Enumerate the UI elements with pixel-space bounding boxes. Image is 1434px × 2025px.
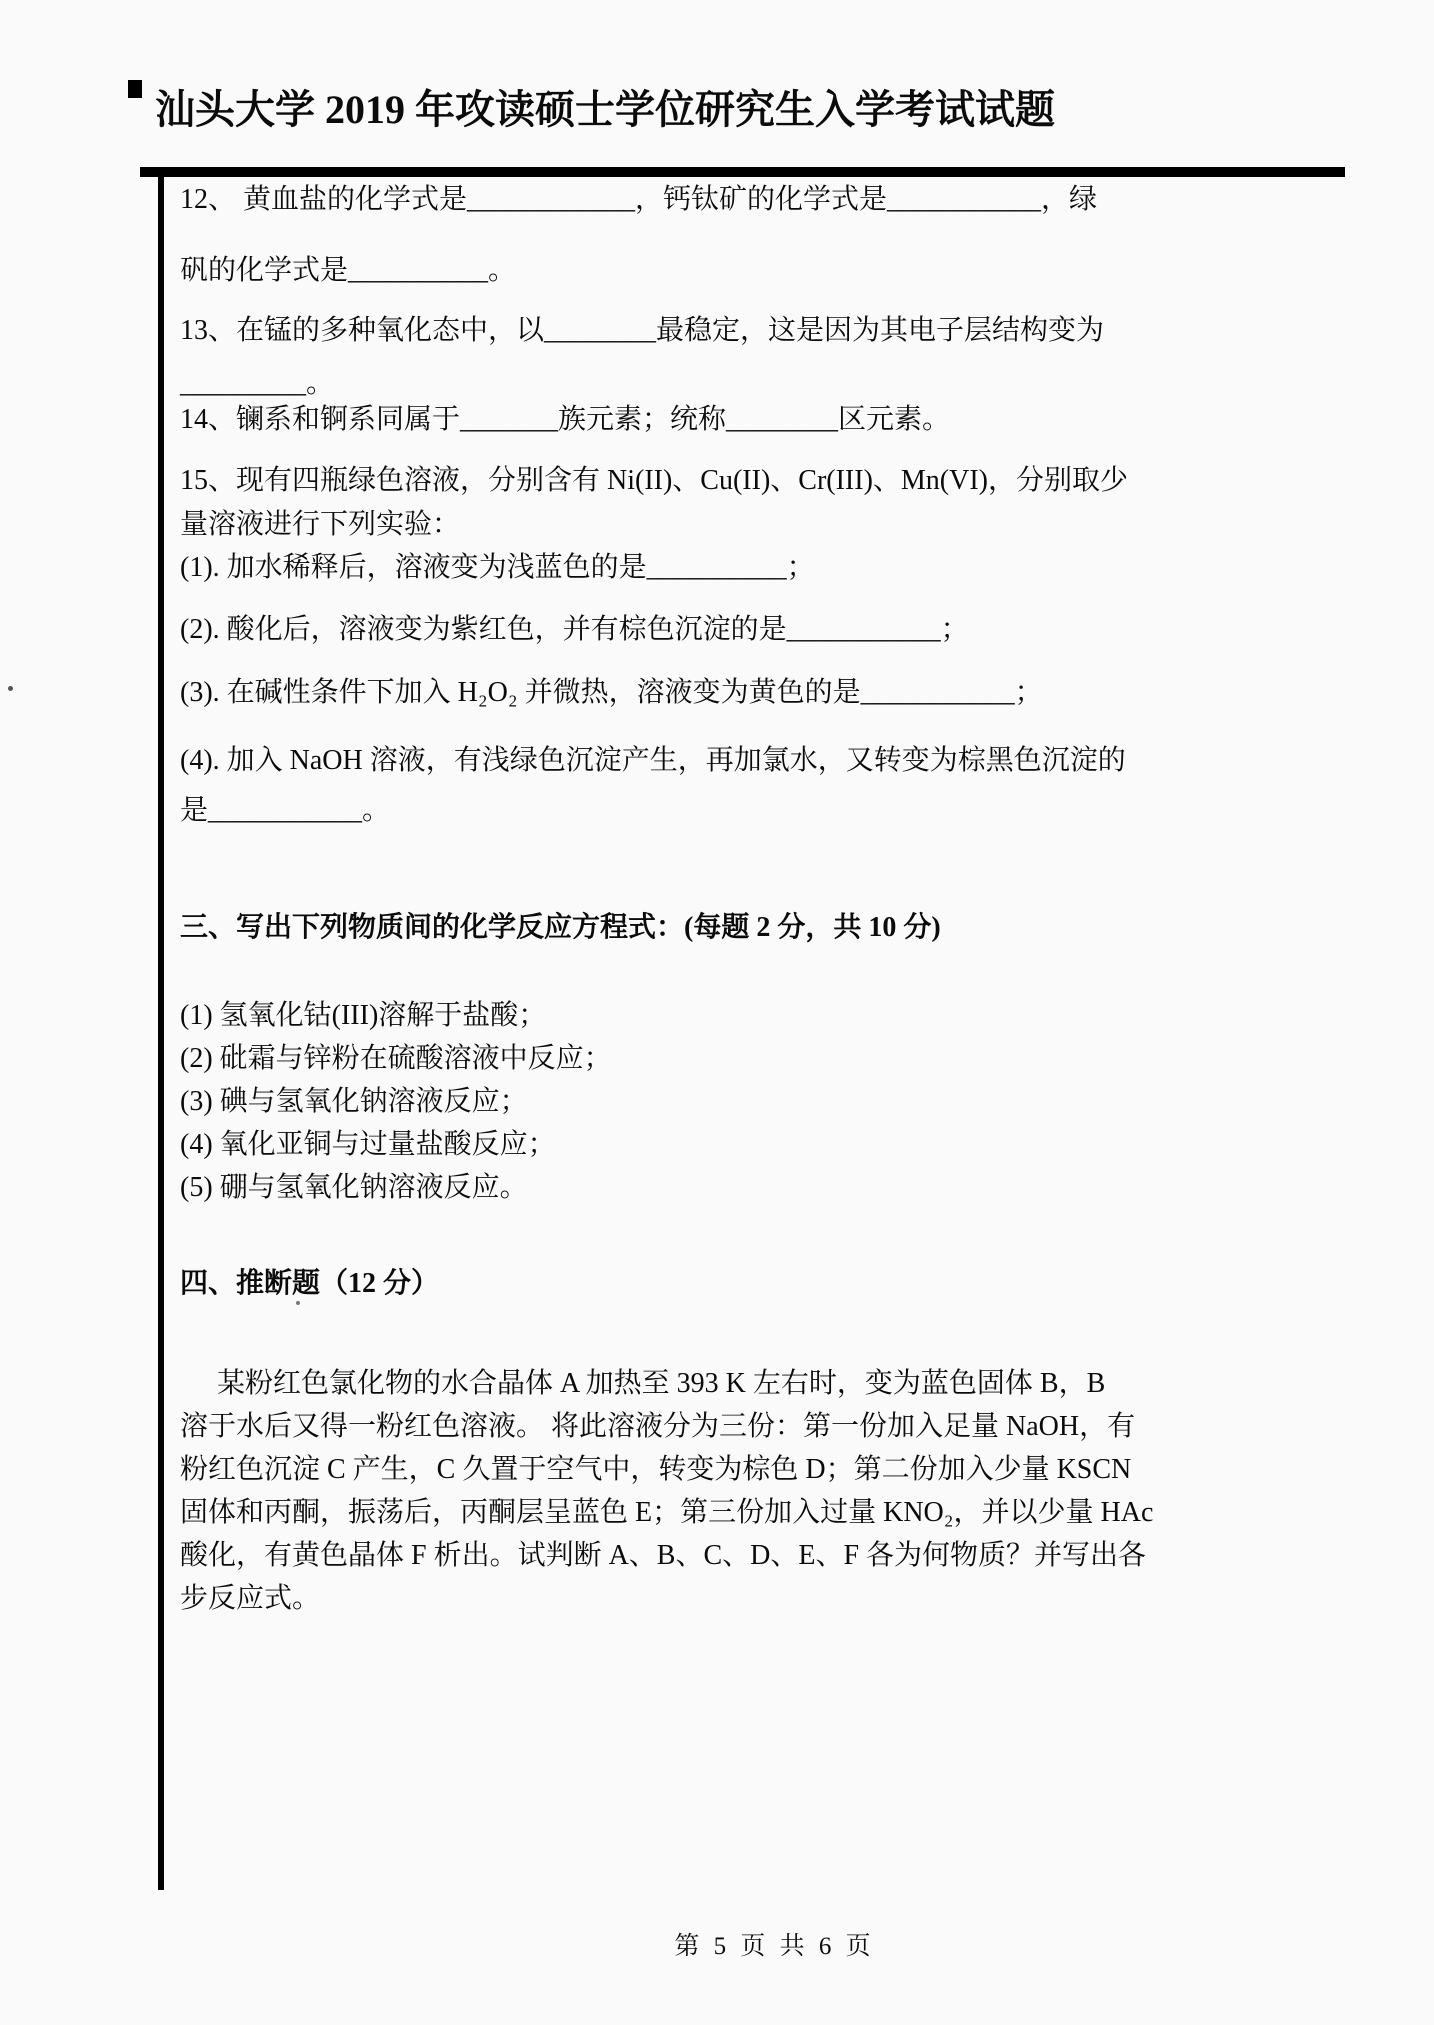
question-13-line-1: 13、在锰的多种氧化态中，以________最稳定，这是因为其电子层结构变为 — [180, 315, 1105, 346]
question-13-line-2: _________。 — [180, 368, 335, 399]
question-12-line-2: 矾的化学式是__________。 — [180, 255, 517, 286]
page-title: 汕头大学 2019 年攻读硕士学位研究生入学考试试题 — [155, 87, 1055, 132]
question-15-item-2: (2). 酸化后，溶液变为紫红色，并有棕色沉淀的是___________； — [180, 614, 969, 645]
section-4-heading: 四、推断题（12 分） — [180, 1268, 440, 1299]
section-3-item-4: (4) 氧化亚铜与过量盐酸反应； — [180, 1129, 556, 1160]
question-15-item-1: (1). 加水稀释后，溶液变为浅蓝色的是__________； — [180, 552, 815, 583]
section-4-paragraph-line-3: 粉红色沉淀 C 产生，C 久置于空气中，转变为棕色 D；第二份加入少量 KSCN — [180, 1454, 1132, 1485]
section-3-item-5: (5) 硼与氢氧化钠溶液反应。 — [180, 1172, 528, 1203]
section-4-paragraph-line-5: 酸化，有黄色晶体 F 析出。试判断 A、B、C、D、E、F 各为何物质？并写出各 — [180, 1540, 1147, 1571]
section-3-item-3: (3) 碘与氢氧化钠溶液反应； — [180, 1086, 528, 1117]
content-left-border — [158, 177, 164, 1890]
scan-artifact-blob — [128, 80, 142, 98]
question-15-intro-line-1: 15、现有四瓶绿色溶液，分别含有 Ni(II)、Cu(II)、Cr(III)、Mn(VI)，分别取少 — [180, 465, 1128, 496]
question-15-item-4-line-2: 是___________。 — [180, 795, 391, 826]
section-4-paragraph-line-6: 步反应式。 — [180, 1583, 321, 1614]
section-3-heading: 三、写出下列物质间的化学反应方程式：(每题 2 分，共 10 分) — [180, 912, 941, 943]
section-4-paragraph-line-1: 某粉红色氯化物的水合晶体 A 加热至 393 K 左右时，变为蓝色固体 B，B — [217, 1368, 1106, 1399]
section-4-paragraph-line-4: 固体和丙酮，振荡后，丙酮层呈蓝色 E；第三份加入过量 KNO₂，并以少量 HAc — [180, 1497, 1154, 1528]
title-rule — [140, 167, 1345, 177]
question-15-item-4-line-1: (4). 加入 NaOH 溶液，有浅绿色沉淀产生，再加氯水，又转变为棕黑色沉淀的 — [180, 745, 1126, 776]
question-12-line-1: 12、 黄血盐的化学式是____________，钙钛矿的化学式是___________，绿 — [180, 184, 1098, 215]
page-footer: 第 5 页 共 6 页 — [674, 1933, 875, 1960]
question-14: 14、镧系和锕系同属于_______族元素；统称________区元素。 — [180, 404, 951, 435]
exam-content — [180, 178, 1154, 1620]
section-3-item-1: (1) 氢氧化钴(III)溶解于盐酸； — [180, 1000, 547, 1031]
section-3-item-2: (2) 砒霜与锌粉在硫酸溶液中反应； — [180, 1043, 612, 1074]
scan-artifact-dot — [8, 686, 13, 691]
section-4-paragraph-line-2: 溶于水后又得一粉红色溶液。 将此溶液分为三份：第一份加入足量 NaOH，有 — [180, 1411, 1136, 1442]
question-15-item-3: (3). 在碱性条件下加入 H₂O₂ 并微热，溶液变为黄色的是___________； — [180, 677, 1043, 708]
question-15-intro-line-2: 量溶液进行下列实验： — [180, 509, 461, 540]
